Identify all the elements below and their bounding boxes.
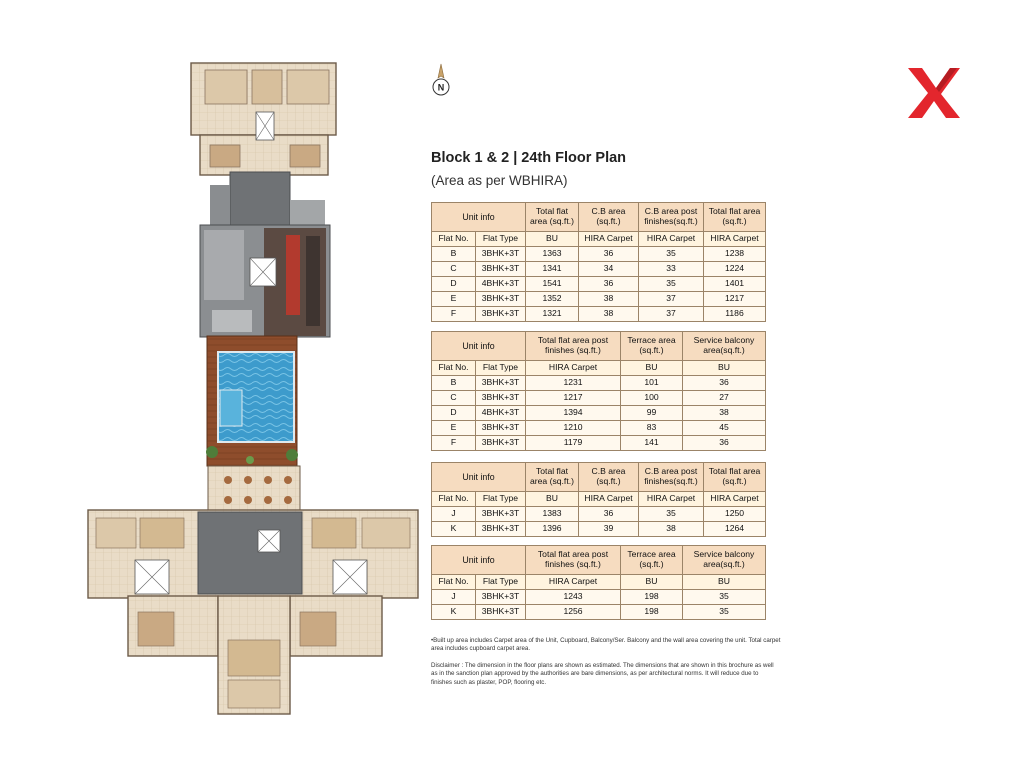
column-header: C.B area (sq.ft.): [579, 203, 639, 232]
area-value-cell: 45: [683, 421, 766, 436]
unit-info-header: Unit info: [432, 332, 526, 361]
flat-type-cell: 3BHK+3T: [476, 292, 526, 307]
column-header: Total flat area (sq.ft.): [526, 203, 579, 232]
area-value-cell: 36: [579, 247, 639, 262]
compass-label: N: [437, 82, 445, 93]
table-row: [432, 262, 766, 277]
area-value-cell: 35: [639, 507, 704, 522]
column-header: C.B area post finishes(sq.ft.): [639, 463, 704, 492]
sub-header: HIRA Carpet: [579, 232, 639, 247]
sub-header: BU: [526, 492, 579, 507]
table-row: [432, 590, 766, 605]
sub-header: HIRA Carpet: [579, 492, 639, 507]
area-value-cell: 100: [621, 391, 683, 406]
area-value-cell: 36: [579, 507, 639, 522]
table-row: [432, 406, 766, 421]
column-header: Terrace area (sq.ft.): [621, 546, 683, 575]
flat-no-cell: D: [432, 406, 476, 421]
flat-type-cell: 3BHK+3T: [476, 421, 526, 436]
area-value-cell: 1210: [526, 421, 621, 436]
column-header: Service balcony area(sq.ft.): [683, 332, 766, 361]
table-row: [432, 391, 766, 406]
sub-header: Flat Type: [476, 232, 526, 247]
table-row: [432, 292, 766, 307]
column-header: Terrace area (sq.ft.): [621, 332, 683, 361]
unit-info-header: Unit info: [432, 463, 526, 492]
flat-type-cell: 3BHK+3T: [476, 507, 526, 522]
flat-type-cell: 3BHK+3T: [476, 247, 526, 262]
table-row: [432, 522, 766, 537]
sub-header: BU: [683, 575, 766, 590]
flat-no-cell: E: [432, 292, 476, 307]
area-value-cell: 1256: [526, 605, 621, 620]
table-row: [432, 507, 766, 522]
disclaimer-note: Disclaimer : The dimension in the floor plans are shown as estimated. The dimensions that are shown in this brochure as well as in the sanction plan approved by the authorities are bare dimensions, as per architectural norms. It will reduce due to finishes such as plaster, POP, flooring etc.: [431, 662, 774, 686]
flat-no-cell: B: [432, 376, 476, 391]
column-header: Total flat area (sq.ft.): [704, 203, 766, 232]
area-value-cell: 27: [683, 391, 766, 406]
sub-header: Flat No.: [432, 361, 476, 376]
page-title: Block 1 & 2 | 24th Floor Plan: [431, 150, 627, 166]
flat-no-cell: E: [432, 421, 476, 436]
sub-header: HIRA Carpet: [526, 361, 621, 376]
amenity-terrace: [208, 466, 300, 514]
area-table-bcdef-builtup: [431, 202, 766, 322]
area-value-cell: 1352: [526, 292, 579, 307]
table-row: [432, 277, 766, 292]
area-value-cell: 1321: [526, 307, 579, 322]
area-value-cell: 38: [579, 292, 639, 307]
area-value-cell: 101: [621, 376, 683, 391]
sub-header: HIRA Carpet: [639, 232, 704, 247]
sub-header: BU: [621, 361, 683, 376]
flat-no-cell: C: [432, 262, 476, 277]
flat-no-cell: D: [432, 277, 476, 292]
area-value-cell: 1250: [704, 507, 766, 522]
area-value-cell: 83: [621, 421, 683, 436]
flat-no-cell: K: [432, 522, 476, 537]
sub-header: Flat Type: [476, 361, 526, 376]
area-value-cell: 38: [579, 307, 639, 322]
flat-type-cell: 3BHK+3T: [476, 307, 526, 322]
area-value-cell: 38: [683, 406, 766, 421]
flat-type-cell: 3BHK+3T: [476, 436, 526, 451]
area-value-cell: 1394: [526, 406, 621, 421]
column-header: Total flat area post finishes (sq.ft.): [526, 546, 621, 575]
flat-no-cell: F: [432, 307, 476, 322]
area-table-jk-builtup: [431, 462, 766, 537]
area-value-cell: 1217: [704, 292, 766, 307]
sub-header: HIRA Carpet: [704, 232, 766, 247]
area-value-cell: 33: [639, 262, 704, 277]
column-header: Total flat area post finishes (sq.ft.): [526, 332, 621, 361]
flat-no-cell: K: [432, 605, 476, 620]
area-table-bcdef-carpet: [431, 331, 766, 451]
page-subtitle: (Area as per WBHIRA): [431, 173, 568, 188]
area-value-cell: 1224: [704, 262, 766, 277]
area-value-cell: 35: [683, 590, 766, 605]
area-value-cell: 38: [639, 522, 704, 537]
core-lobby: [200, 172, 330, 337]
flat-type-cell: 3BHK+3T: [476, 522, 526, 537]
area-value-cell: 37: [639, 307, 704, 322]
table-row: [432, 307, 766, 322]
flat-type-cell: 3BHK+3T: [476, 605, 526, 620]
builtup-note: •Built up area includes Carpet area of the Unit, Cupboard, Balcony/Ser. Balcony and the wall area covering the unit. Total carpet area includes cupboard carpet area.: [431, 637, 781, 653]
flat-type-cell: 4BHK+3T: [476, 277, 526, 292]
unit-info-header: Unit info: [432, 546, 526, 575]
flat-no-cell: J: [432, 590, 476, 605]
area-value-cell: 1217: [526, 391, 621, 406]
area-value-cell: 99: [621, 406, 683, 421]
area-value-cell: 1231: [526, 376, 621, 391]
column-header: C.B area (sq.ft.): [579, 463, 639, 492]
area-value-cell: 1264: [704, 522, 766, 537]
table-row: [432, 421, 766, 436]
flat-type-cell: 3BHK+3T: [476, 391, 526, 406]
table-row: [432, 376, 766, 391]
sub-header: Flat No.: [432, 492, 476, 507]
sub-header: Flat No.: [432, 232, 476, 247]
area-value-cell: 1238: [704, 247, 766, 262]
flat-type-cell: 4BHK+3T: [476, 406, 526, 421]
lower-wing: [88, 510, 418, 714]
sub-header: Flat Type: [476, 492, 526, 507]
brand-x-logo: [905, 66, 963, 120]
table-row: [432, 247, 766, 262]
flat-type-cell: 3BHK+3T: [476, 590, 526, 605]
sub-header: HIRA Carpet: [526, 575, 621, 590]
area-value-cell: 1363: [526, 247, 579, 262]
area-value-cell: 35: [683, 605, 766, 620]
flat-no-cell: F: [432, 436, 476, 451]
sub-header: BU: [526, 232, 579, 247]
area-table-jk-carpet: [431, 545, 766, 620]
unit-info-header: Unit info: [432, 203, 526, 232]
area-value-cell: 35: [639, 277, 704, 292]
flat-no-cell: B: [432, 247, 476, 262]
area-value-cell: 39: [579, 522, 639, 537]
sub-header: Flat Type: [476, 575, 526, 590]
table-row: [432, 605, 766, 620]
area-value-cell: 36: [683, 436, 766, 451]
area-value-cell: 198: [621, 590, 683, 605]
sub-header: BU: [621, 575, 683, 590]
area-value-cell: 37: [639, 292, 704, 307]
flat-type-cell: 3BHK+3T: [476, 262, 526, 277]
area-value-cell: 1396: [526, 522, 579, 537]
area-value-cell: 1179: [526, 436, 621, 451]
area-value-cell: 198: [621, 605, 683, 620]
area-value-cell: 1341: [526, 262, 579, 277]
area-value-cell: 1243: [526, 590, 621, 605]
area-value-cell: 1383: [526, 507, 579, 522]
flat-no-cell: C: [432, 391, 476, 406]
column-header: C.B area post finishes(sq.ft.): [639, 203, 704, 232]
area-value-cell: 1541: [526, 277, 579, 292]
floor-plan-image: [0, 0, 420, 769]
flat-no-cell: J: [432, 507, 476, 522]
sub-header: Flat No.: [432, 575, 476, 590]
area-value-cell: 36: [579, 277, 639, 292]
top-wing: [191, 63, 336, 175]
flat-type-cell: 3BHK+3T: [476, 376, 526, 391]
area-value-cell: 34: [579, 262, 639, 277]
area-value-cell: 1401: [704, 277, 766, 292]
sub-header: HIRA Carpet: [704, 492, 766, 507]
area-value-cell: 36: [683, 376, 766, 391]
column-header: Total flat area (sq.ft.): [704, 463, 766, 492]
sub-header: HIRA Carpet: [639, 492, 704, 507]
table-row: [432, 436, 766, 451]
area-value-cell: 141: [621, 436, 683, 451]
column-header: Total flat area (sq.ft.): [526, 463, 579, 492]
column-header: Service balcony area(sq.ft.): [683, 546, 766, 575]
area-value-cell: 35: [639, 247, 704, 262]
sub-header: BU: [683, 361, 766, 376]
area-value-cell: 1186: [704, 307, 766, 322]
north-compass-icon: [430, 63, 452, 97]
pool-deck: [206, 336, 298, 466]
